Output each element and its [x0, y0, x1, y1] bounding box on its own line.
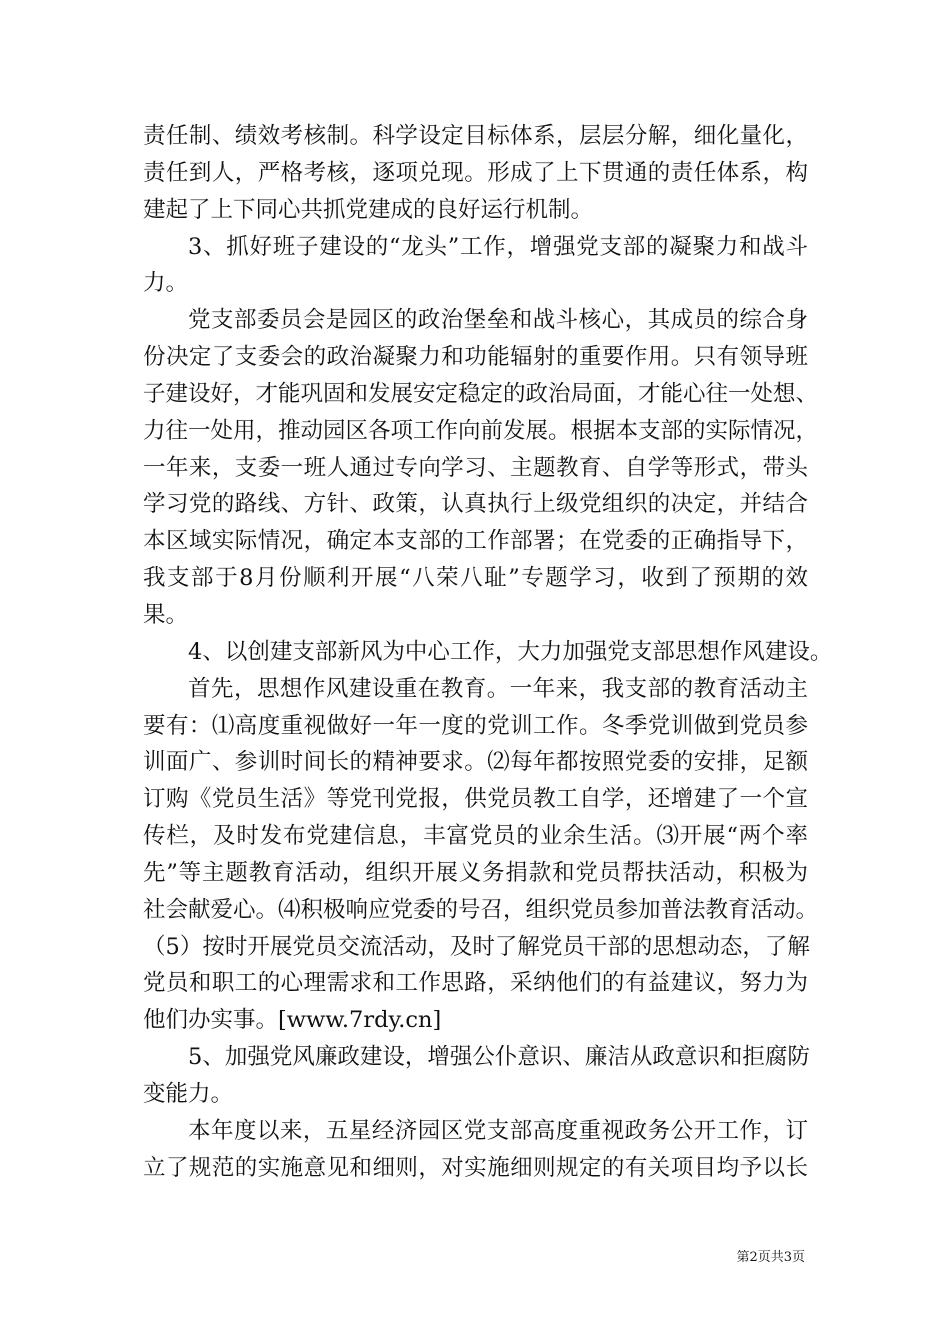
text-line: 先”等主题教育活动，组织开展义务捐款和党员帮扶活动，积极为 [143, 859, 808, 886]
text-line: 首先，思想作风建设重在教育。一年来，我支部的教育活动主 [188, 675, 808, 702]
text-line: 果。 [143, 601, 189, 628]
text-line: 社会献爱心。⑷积极响应党委的号召，组织党员参加普法教育活动。 [143, 896, 819, 923]
text-line: 训面广、参训时间长的精神要求。⑵每年都按照党委的安排，足额 [143, 749, 808, 776]
text-line: 本年度以来，五星经济园区党支部高度重视政务公开工作，订 [188, 1117, 808, 1144]
text-line: 学习党的路线、方针、政策，认真执行上级党组织的决定，并结合 [143, 491, 808, 518]
text-line: 党支部委员会是园区的政治堡垒和战斗核心，其成员的综合身 [188, 307, 808, 334]
text-line: 我支部于8月份顺利开展“八荣八耻”专题学习，收到了预期的效 [143, 565, 808, 592]
text-line: 订购《党员生活》等党刊党报，供党员教工自学，还增建了一个宣 [143, 786, 808, 813]
text-line: 子建设好，才能巩固和发展安定稳定的政治局面，才能心往一处想、 [143, 380, 819, 407]
text-line: 责任制、绩效考核制。科学设定目标体系，层层分解，细化量化， [143, 123, 808, 149]
text-line: 一年来，支委一班人通过专向学习、主题教育、自学等形式，带头 [143, 454, 808, 481]
text-line: 传栏，及时发布党建信息，丰富党员的业余生活。⑶开展“两个率 [143, 823, 808, 850]
text-line: 建起了上下同心共抓党建成的良好运行机制。 [143, 196, 594, 223]
text-line: 要有：⑴高度重视做好一年一度的党训工作。冬季党训做到党员参 [143, 712, 808, 739]
text-line: 责任到人，严格考核，逐项兑现。形成了上下贯通的责任体系，构 [143, 159, 808, 186]
text-line: 变能力。 [143, 1080, 234, 1107]
text-line: 力。 [143, 270, 189, 297]
text-line: 5、加强党风廉政建设，增强公仆意识、廉洁从政意识和拒腐防 [188, 1044, 810, 1071]
document-body [143, 118, 833, 1186]
text-line: 4、以创建支部新风为中心工作，大力加强党支部思想作风建设。 [188, 638, 833, 665]
text-line: 3、抓好班子建设的“龙头”工作，增强党支部的凝聚力和战斗 [188, 233, 808, 260]
text-line: 立了规范的实施意见和细则，对实施细则规定的有关项目均予以长 [143, 1154, 808, 1181]
text-line: 份决定了支委会的政治凝聚力和功能辐射的重要作用。只有领导班 [143, 344, 808, 371]
text-line: 他们办实事。[www.7rdy.cn] [143, 1007, 442, 1034]
page-number: 第2页共3页 [736, 1250, 805, 1265]
text-line: 党员和职工的心理需求和工作思路，采纳他们的有益建议，努力为 [143, 970, 808, 997]
text-line: 本区域实际情况，确定本支部的工作部署；在党委的正确指导下， [143, 528, 808, 555]
text-line: （5）按时开展党员交流活动，及时了解党员干部的思想动态，了解 [143, 933, 810, 960]
text-line: 力往一处用，推动园区各项工作向前发展。根据本支部的实际情况， [143, 417, 819, 444]
